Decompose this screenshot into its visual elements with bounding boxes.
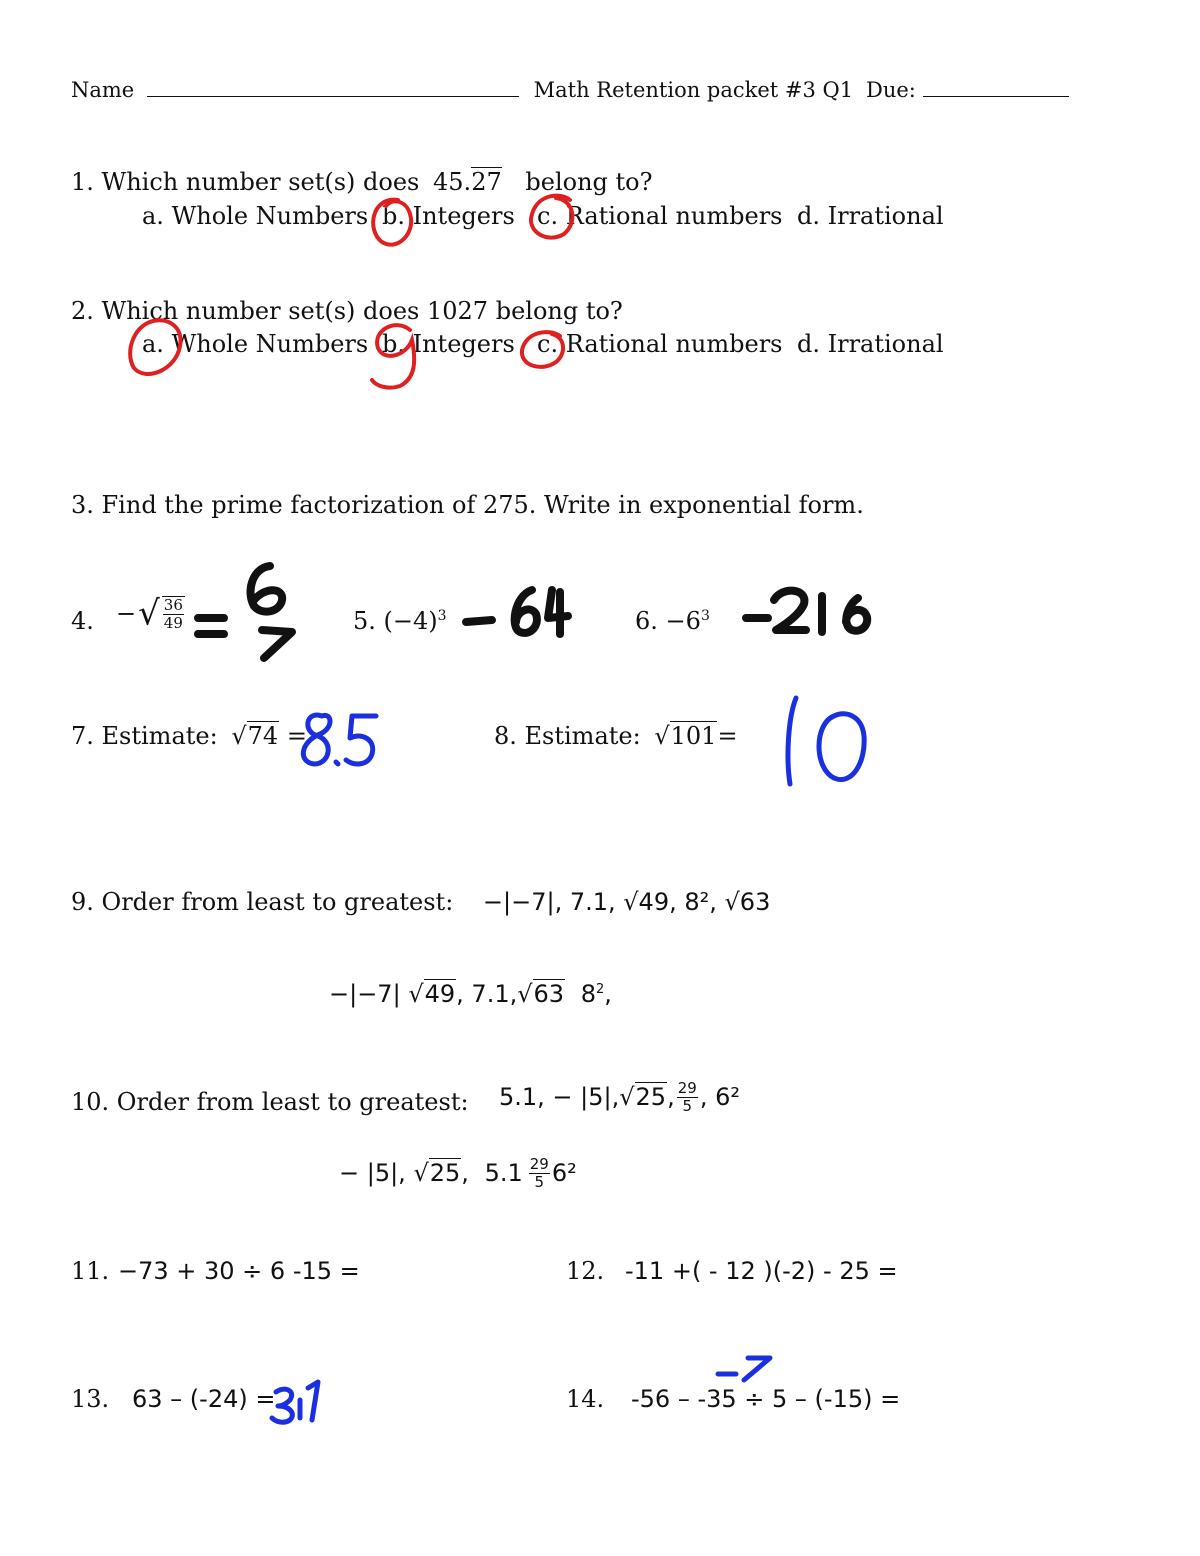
q1-prompt: 1. Which number set(s) does 45.27 belong to? — [71, 168, 653, 196]
q1-choice-b[interactable]: b. Integers — [382, 202, 515, 230]
q3-prompt: 3. Find the prime factorization of 275. Write in exponential form. — [71, 491, 864, 519]
due-label: Due: — [866, 78, 916, 102]
q1-choice-d[interactable]: d. Irrational — [797, 202, 944, 230]
q1-choice-c[interactable]: c. Rational numbers — [537, 202, 783, 230]
q2-choice-d[interactable]: d. Irrational — [797, 330, 944, 358]
q12-expression: -11 +( - 12 )(-2) - 25 = — [625, 1257, 898, 1285]
q1-number: 45.27 — [433, 168, 502, 196]
q5-expression: 5. $(-4)^3$ — [353, 607, 447, 635]
q13-expression: 63 – (-24) = — [132, 1385, 276, 1413]
q2-choice-a[interactable]: a. Whole Numbers — [142, 330, 369, 358]
packet-title: Math Retention packet #3 Q1 — [533, 78, 854, 102]
q10-items: 5.1, − |5|,√25, $\frac{29}{5}$ , 6² — [499, 1079, 740, 1115]
q6-expression: 6. $-6^3$ — [635, 607, 710, 635]
q8-prompt: 8. Estimate: √101= — [494, 722, 738, 750]
q14-answer — [718, 1358, 770, 1380]
q13-label: 13. — [71, 1385, 110, 1413]
q9-answer: −|−7| √49, 7.1,√63 $8^2$, — [329, 980, 612, 1008]
q4-label: 4. — [71, 607, 94, 635]
q10-prompt: 10. Order from least to greatest: — [71, 1088, 469, 1116]
q8-answer — [788, 698, 864, 784]
q9-items: −|−7|, 7.1, √49, 8², √63 — [482, 888, 771, 916]
q2-choice-b[interactable]: b. Integers — [382, 330, 515, 358]
q14-label: 14. — [566, 1385, 605, 1413]
q2-choice-c[interactable]: c. Rational numbers — [537, 330, 783, 358]
q10-answer: − |5|, √25, 5.1 $\frac{29}{5}$ 6² — [339, 1155, 577, 1191]
q1-choice-a[interactable]: a. Whole Numbers — [142, 202, 369, 230]
q7-prompt: 7. Estimate: √74 = — [71, 722, 307, 750]
name-label: Name — [71, 78, 135, 102]
q11-label: 11. — [71, 1257, 110, 1285]
q9-prompt: 9. Order from least to greatest: −|−7|, 7.1, √49, 8², √63 — [71, 888, 771, 916]
q4-radical: √ $\frac{36}{49}$ — [138, 593, 183, 634]
q13-answer — [272, 1382, 318, 1422]
q4-expression: −√ $\frac{36}{49}$ — [116, 596, 187, 631]
q12-label: 12. — [566, 1257, 605, 1285]
q14-expression: -56 – -35 ÷ 5 – (-15) = — [631, 1385, 901, 1413]
q2-prompt: 2. Which number set(s) does 1027 belong to? — [71, 297, 623, 325]
q11-expression: −73 + 30 ÷ 6 -15 = — [118, 1257, 360, 1285]
q7-answer — [303, 715, 376, 764]
